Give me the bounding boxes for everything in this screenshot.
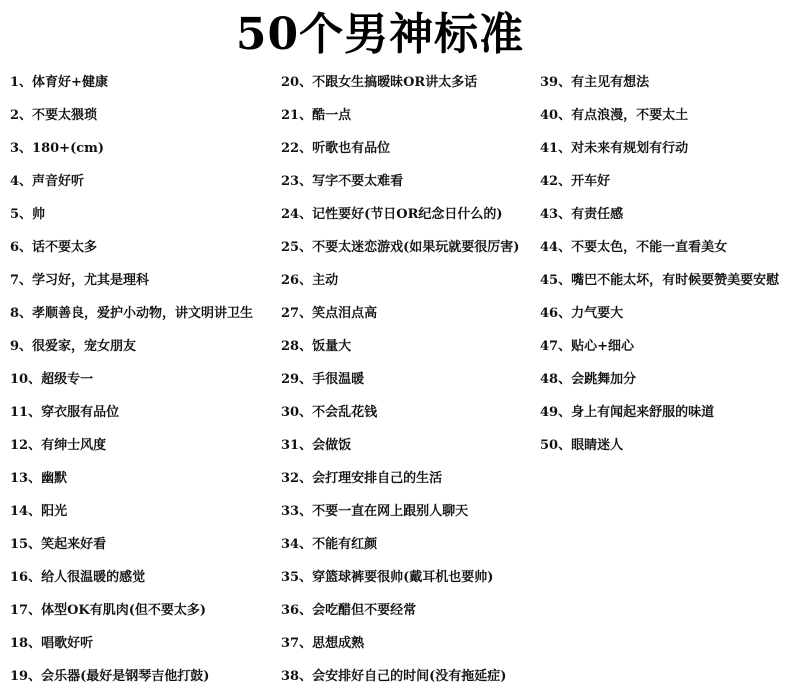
criteria-item: 8、孝顺善良，爱护小动物，讲文明讲卫生 (10, 306, 254, 321)
criteria-item: 27、笑点泪点高 (281, 306, 378, 321)
criteria-item: 22、听歌也有品位 (281, 141, 391, 156)
criteria-item: 43、有责任感 (540, 207, 624, 222)
criteria-item: 11、穿衣服有品位 (10, 405, 120, 420)
criteria-column-1 (10, 66, 280, 693)
criteria-column-3 (540, 66, 798, 462)
criteria-item: 40、有点浪漫，不要太土 (540, 108, 689, 123)
criteria-item: 48、会跳舞加分 (540, 372, 637, 387)
criteria-item: 12、有绅士风度 (10, 438, 107, 453)
criteria-item: 36、会吃醋但不要经常 (281, 603, 417, 618)
criteria-item: 45、嘴巴不能太坏，有时候要赞美要安慰 (540, 273, 780, 288)
criteria-item: 23、写字不要太难看 (281, 174, 404, 189)
criteria-item: 38、会安排好自己的时间(没有拖延症) (281, 669, 507, 684)
criteria-item: 9、很爱家，宠女朋友 (10, 339, 137, 354)
criteria-item: 6、话不要太多 (10, 240, 98, 255)
criteria-item: 1、体育好+健康 (10, 75, 108, 90)
criteria-item: 21、酷一点 (281, 108, 352, 123)
criteria-item: 46、力气要大 (540, 306, 624, 321)
criteria-item: 33、不要一直在网上跟别人聊天 (281, 504, 469, 519)
criteria-item: 14、阳光 (10, 504, 68, 519)
criteria-item: 29、手很温暖 (281, 372, 365, 387)
criteria-item: 37、思想成熟 (281, 636, 365, 651)
criteria-item: 18、唱歌好听 (10, 636, 94, 651)
criteria-item: 15、笑起来好看 (10, 537, 107, 552)
criteria-item: 34、不能有红颜 (281, 537, 378, 552)
criteria-item: 16、给人很温暖的感觉 (10, 570, 146, 585)
criteria-item: 24、记性要好(节日OR纪念日什么的) (281, 207, 503, 222)
criteria-item: 4、声音好听 (10, 174, 85, 189)
page-title: 50个男神标准 (235, 9, 525, 60)
criteria-item: 39、有主见有想法 (540, 75, 650, 90)
criteria-item: 35、穿篮球裤要很帅(戴耳机也要帅) (281, 570, 494, 585)
criteria-item: 13、幽默 (10, 471, 68, 486)
criteria-item: 19、会乐器(最好是钢琴吉他打鼓) (10, 669, 210, 684)
criteria-item: 28、饭量大 (281, 339, 352, 354)
criteria-item: 32、会打理安排自己的生活 (281, 471, 443, 486)
criteria-item: 50、眼睛迷人 (540, 438, 624, 453)
criteria-item: 30、不会乱花钱 (281, 405, 378, 420)
criteria-item: 47、贴心+细心 (540, 339, 634, 354)
criteria-item: 41、对未来有规划有行动 (540, 141, 689, 156)
criteria-column-2 (281, 66, 539, 693)
criteria-item: 42、开车好 (540, 174, 611, 189)
criteria-item: 7、学习好，尤其是理科 (10, 273, 150, 288)
criteria-item: 26、主动 (281, 273, 339, 288)
criteria-item: 44、不要太色，不能一直看美女 (540, 240, 728, 255)
criteria-item: 20、不跟女生搞暧昧OR讲太多话 (281, 75, 478, 90)
criteria-item: 10、超级专一 (10, 372, 94, 387)
criteria-item: 17、体型OK有肌肉(但不要太多) (10, 603, 207, 618)
criteria-item: 31、会做饭 (281, 438, 352, 453)
criteria-item: 3、180+(cm) (10, 141, 105, 156)
criteria-item: 5、帅 (10, 207, 46, 222)
criteria-item: 49、身上有闻起来舒服的味道 (540, 405, 715, 420)
criteria-item: 2、不要太猥琐 (10, 108, 98, 123)
criteria-item: 25、不要太迷恋游戏(如果玩就要很厉害) (281, 240, 520, 255)
